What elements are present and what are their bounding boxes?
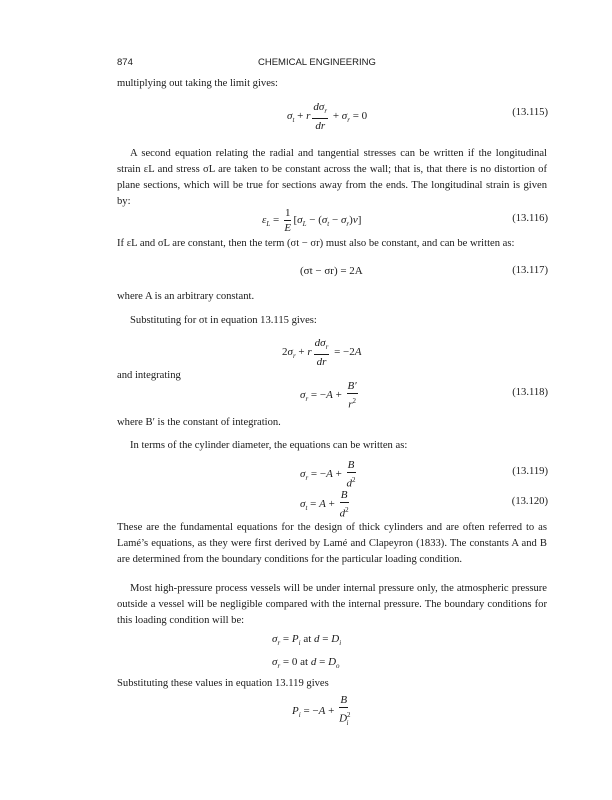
equation-13-118: $\sigma_r = -A$ + $\frac{B'}{r^2}$ xyxy=(300,380,357,411)
equation-13-115: $\sigma_t + r$ $\frac{d\sigma_r}{dr}$ + $\sigma_r = 0$ xyxy=(287,101,368,133)
equation-number-13-115: (13.115) xyxy=(512,107,548,118)
eq116-denominator: E xyxy=(284,222,292,234)
running-title: CHEMICAL ENGINEERING xyxy=(258,57,376,68)
paragraph-2: A second equation relating the radial and tangential stresses can be written if the longitudinal strain εL and stress σL are taken to be constant across the wall; that is, that there is no distortion of plane sections, which will be true for sections away from the ends. The longitudinal strain is given by: xyxy=(117,148,547,207)
equation-13-120: $\sigma_t = A$ + $\frac{B}{d^2}$ xyxy=(300,489,349,520)
equation-number-13-119: (13.119) xyxy=(512,466,548,477)
equation-number-13-120: (13.120) xyxy=(511,496,548,507)
equation-inner-pressure: $P_i = -A$ + $\frac{B}{D^2_i}$ xyxy=(292,694,351,727)
paragraph-3: If εL and σL are constant, then the term (σt − σr) must also be constant, and can be written as: xyxy=(117,238,515,249)
paragraph-8: In terms of the cylinder diameter, the equations can be written as: xyxy=(130,440,408,451)
eq116-numerator: 1 xyxy=(284,207,291,219)
paragraph-7: where B′ is the constant of integration. xyxy=(117,417,281,428)
paragraph-5: Substituting for σt in equation 13.115 gives: xyxy=(130,315,317,326)
equation-number-13-118: (13.118) xyxy=(512,387,548,398)
equation-13-116: $\varepsilon_L$ = $\frac{1}{E}$ $[\sigma_L - (\sigma_t - \sigma_r)\nu]$ xyxy=(262,207,362,234)
boundary-at-2: at xyxy=(297,656,311,668)
paragraph-9: These are the fundamental equations for the design of thick cylinders and are often referred to as Lamé’s equations, as they were first derived by Lamé and Clapeyron (1833). The constants A and B are determined from the boundary conditions for the particular loading condition. xyxy=(117,522,547,565)
paragraph-11: Substituting these values in equation 13.119 gives xyxy=(117,678,329,689)
equation-number-13-117: (13.117) xyxy=(512,265,548,276)
paragraph-10: Most high-pressure process vessels will be under internal pressure only, the atmospheric pressure outside a vessel will be negligible compared with the internal pressure. The boundary conditions for this loading condition will be: xyxy=(117,583,547,626)
paragraph-4: where A is an arbitrary constant. xyxy=(117,291,255,302)
equation-number-13-116: (13.116) xyxy=(512,213,548,224)
equation-13-117: (σt − σr) = 2A xyxy=(300,265,363,277)
paragraph-1: multiplying out taking the limit gives: xyxy=(117,78,278,89)
boundary-condition-outer: $\sigma_r = 0$ at $d = D_o$ xyxy=(272,656,340,671)
boundary-condition-inner: $\sigma_r = P_i$ at $d = D_i$ xyxy=(272,633,342,648)
equation-substitution: $2\sigma_r + r$ $\frac{d\sigma_r}{dr}$ = −2A xyxy=(282,337,362,369)
page-number: 874 xyxy=(117,57,133,68)
equation-13-119: $\sigma_r = -A$ + $\frac{B}{d^2}$ xyxy=(300,459,356,490)
boundary-at-1: at xyxy=(300,633,315,645)
paragraph-6: and integrating xyxy=(117,370,181,381)
